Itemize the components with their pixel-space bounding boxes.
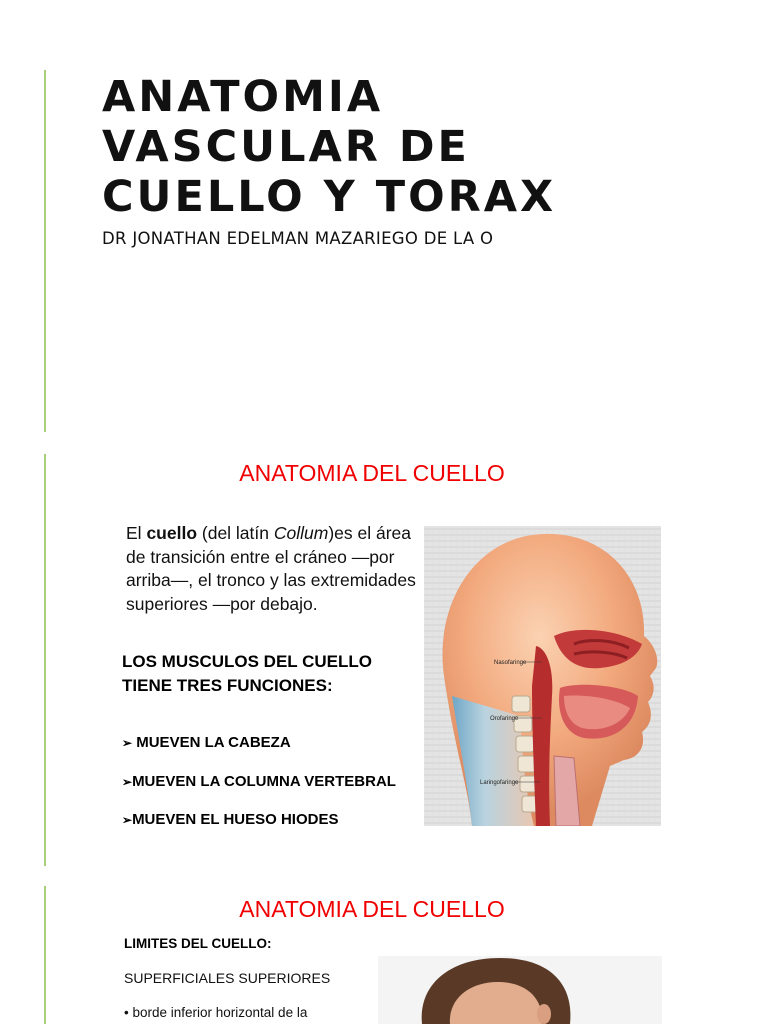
function-label: MUEVEN LA CABEZA [136,734,291,751]
intro-bold-word: cuello [146,523,198,543]
arrow-bullet-icon: ➢ [122,736,133,750]
limits-subheading: SUPERFICIALES SUPERIORES [124,970,331,986]
list-item [122,773,396,812]
arrow-bullet-icon: ➢ [122,813,133,827]
label-nasofaringe: Nasofaringe [494,660,527,666]
intro-italic-word: Collum [273,523,329,543]
list-item [122,734,396,773]
functions-list [122,734,396,850]
head-neck-sagittal-illustration [424,526,661,826]
presentation-title: ANATOMIA VASCULAR DE CUELLO Y TORAX [102,72,557,222]
slide-title: ANATOMIA DEL CUELLO [239,460,505,486]
limits-heading: LIMITES DEL CUELLO: [124,936,272,951]
function-label: MUEVEN EL HUESO HIODES [132,811,339,828]
slide-accent-line [44,70,46,432]
slide-title: ANATOMIA DEL CUELLO [239,896,505,922]
intro-text-part: El [126,523,147,543]
title-slide [0,0,768,440]
functions-heading: LOS MUSCULOS DEL CUELLO TIENE TRES FUNCIONES: [122,652,372,695]
presentation-author: DR JONATHAN EDELMAN MAZARIEGO DE LA O [102,229,494,248]
slide-accent-line [44,454,46,866]
intro-paragraph [126,522,416,616]
list-item [122,811,396,850]
function-label: MUEVEN LA COLUMNA VERTEBRAL [132,772,396,790]
intro-text-part: )es el área de transición entre el cráneo —por arriba—, el tronco y las extremidades superiores —por debajo. [126,523,416,614]
label-laringofaringe: Laringofaringe [480,780,519,786]
intro-text-part: (del latín [197,523,274,543]
label-orofaringe: Orofaringe [490,716,519,722]
neck-anatomy-slide [0,448,768,868]
face-illustration [378,956,662,1024]
neck-limits-slide [0,884,768,1024]
arrow-bullet-icon: ➢ [122,774,133,789]
limits-bullet-item: • borde inferior horizontal de la [124,1005,308,1020]
